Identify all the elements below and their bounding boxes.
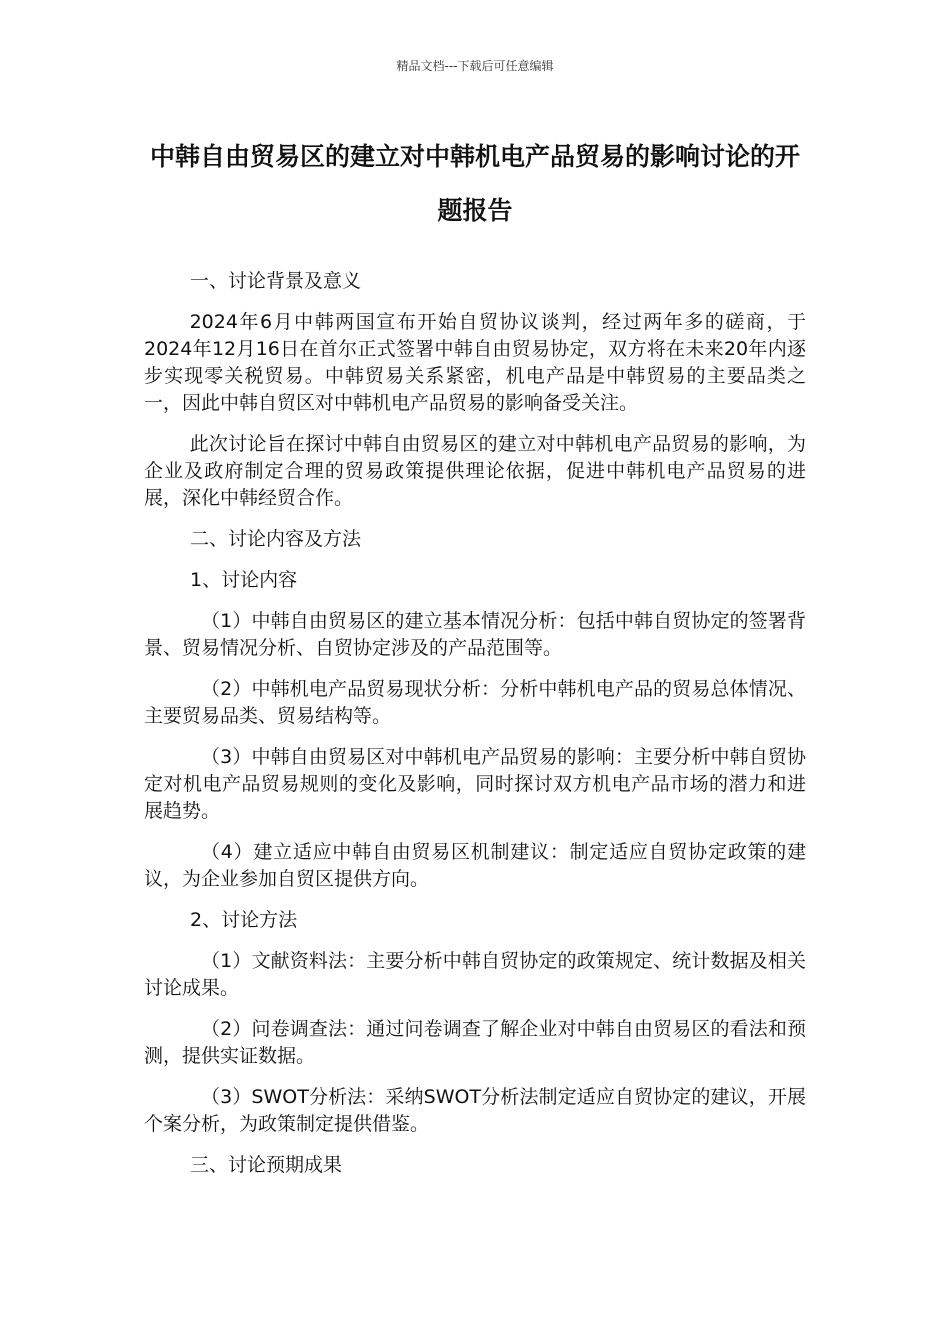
method-item-2: （2）问卷调查法：通过问卷调查了解企业对中韩自由贸易区的看法和预测，提供实证数据。 (144, 1018, 806, 1067)
section-heading-background: 一、讨论背景及意义 (190, 270, 362, 292)
paragraph-background-2: 此次讨论旨在探讨中韩自由贸易区的建立对中韩机电产品贸易的影响，为企业及政府制定合理的贸易政策提供理论依据，促进中韩机电产品贸易的进展，深化中韩经贸合作。 (144, 433, 806, 509)
section-heading-expected-results: 三、讨论预期成果 (190, 1154, 343, 1176)
content-item-4: （4）建立适应中韩自由贸易区机制建议：制定适应自贸协定政策的建议，为企业参加自贸区提供方向。 (144, 841, 806, 890)
document-title: 中韩自由贸易区的建立对中韩机电产品贸易的影响讨论的开题报告 (149, 142, 800, 225)
paragraph-background-1: 2024年6月中韩两国宣布开始自贸协议谈判，经过两年多的磋商，于2024年12月16日在首尔正式签署中韩自由贸易协定，双方将在未来20年内逐步实现零关税贸易。中韩贸易关系紧密，机电产品是中韩贸易的主要品类之一，因此中韩自贸区对中韩机电产品贸易的影响备受关注。 (144, 311, 806, 414)
section-heading-content-method: 二、讨论内容及方法 (190, 528, 362, 550)
method-item-3: （3）SWOT分析法：采纳SWOT分析法制定适应自贸协定的建议，开展个案分析，为政策制定提供借鉴。 (144, 1086, 806, 1135)
subheading-method: 2、讨论方法 (190, 909, 298, 931)
header-note: 精品文档---下载后可任意编辑 (396, 59, 554, 73)
content-item-3: （3）中韩自由贸易区对中韩机电产品贸易的影响：主要分析中韩自贸协定对机电产品贸易规则的变化及影响，同时探讨双方机电产品市场的潜力和进展趋势。 (144, 746, 806, 822)
subheading-content: 1、讨论内容 (190, 569, 298, 591)
content-item-1: （1）中韩自由贸易区的建立基本情况分析：包括中韩自贸协定的签署背景、贸易情况分析、自贸协定涉及的产品范围等。 (144, 610, 806, 659)
method-item-1: （1）文献资料法：主要分析中韩自贸协定的政策规定、统计数据及相关讨论成果。 (144, 950, 806, 999)
content-item-2: （2）中韩机电产品贸易现状分析：分析中韩机电产品的贸易总体情况、主要贸易品类、贸易结构等。 (144, 678, 806, 727)
document-body (144, 268, 806, 1193)
